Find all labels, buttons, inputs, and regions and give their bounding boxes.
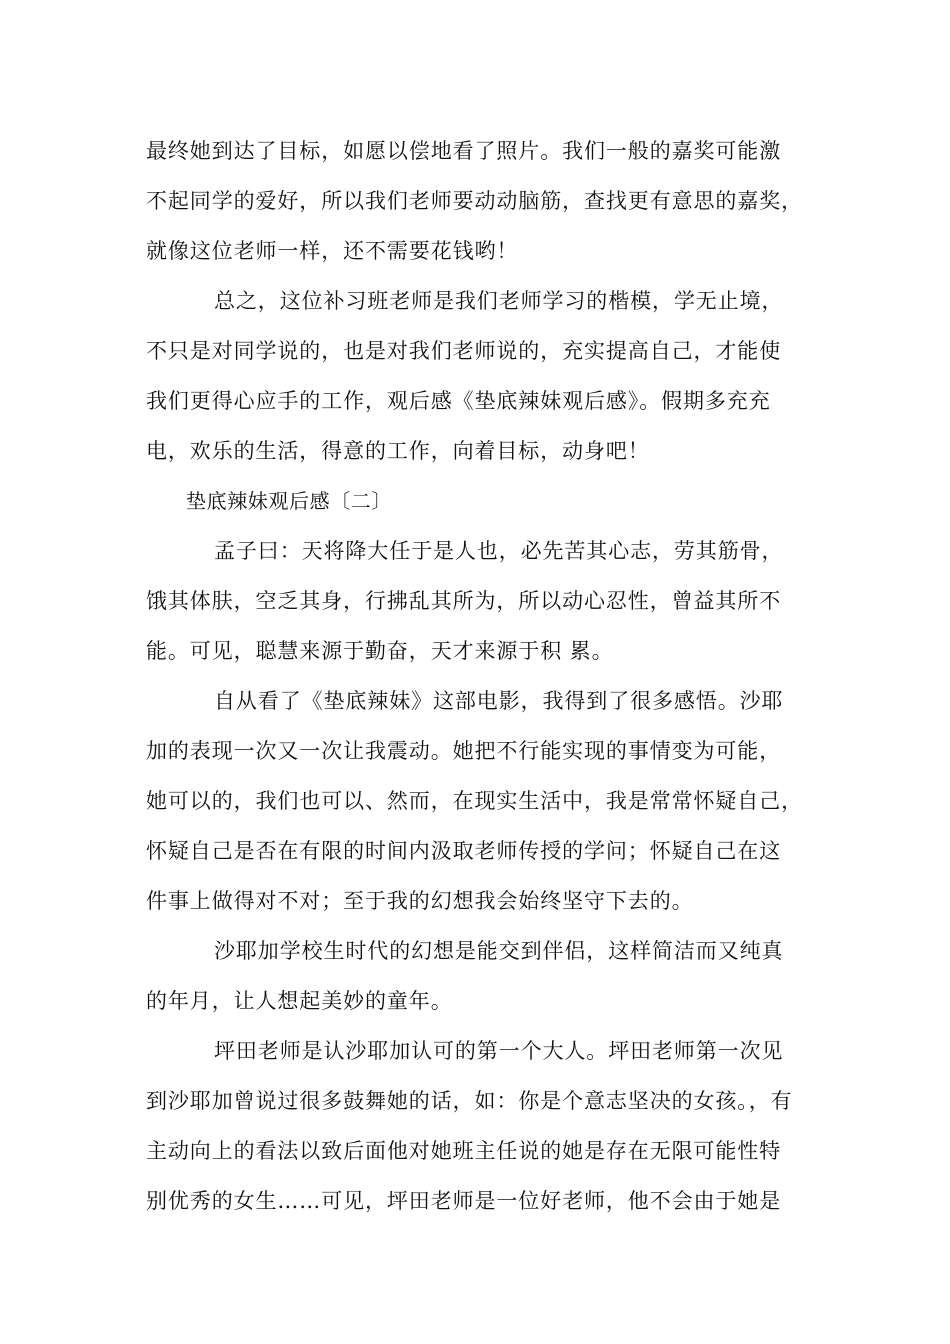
paragraph-2-line-3: 我们更得心应手的工作，观后感《垫底辣妹观后感》。假期多充充	[146, 389, 771, 413]
paragraph-4-line-2: 加的表现一次又一次让我震动。她把不行能实现的事情变为可能，	[146, 739, 782, 763]
section-heading: 垫底辣妹观后感〔二〕	[186, 489, 392, 513]
paragraph-4-line-1: 自从看了《垫底辣妹》这部电影，我得到了很多感悟。沙耶	[214, 689, 784, 713]
paragraph-1-line-1: 最终她到达了目标，如愿以偿地看了照片。我们一般的嘉奖可能激	[146, 139, 782, 163]
paragraph-4-line-5: 件事上做得对不对；至于我的幻想我会始终坚守下去的。	[146, 889, 694, 913]
paragraph-2-line-2: 不只是对同学说的，也是对我们老师说的，充实提高自己，才能使	[146, 339, 782, 363]
paragraph-6-line-2: 到沙耶加曾说过很多鼓舞她的话，如：你是个意志坚决的女孩。，有	[146, 1089, 793, 1113]
paragraph-3-line-2: 饿其体肤，空乏其身，行拂乱其所为，所以动心忍性，曾益其所不	[146, 589, 782, 613]
paragraph-2-line-4: 电，欢乐的生活，得意的工作，向着目标，动身吧！	[146, 439, 650, 463]
paragraph-5-line-1: 沙耶加学校生时代的幻想是能交到伴侣，这样简洁而又纯真	[214, 939, 784, 963]
paragraph-6-line-3: 主动向上的看法以致后面他对她班主任说的她是存在无限可能性特	[146, 1139, 782, 1163]
paragraph-2-line-1: 总之，这位补习班老师是我们老师学习的楷模，学无止境，	[214, 289, 784, 313]
paragraph-5-line-2: 的年月，让人想起美妙的童年。	[146, 989, 453, 1013]
paragraph-3-line-1: 孟子曰：天将降大任于是人也，必先苦其心志，劳其筋骨，	[214, 539, 784, 563]
paragraph-4-line-3: 她可以的，我们也可以、然而，在现实生活中，我是常常怀疑自己，	[146, 789, 803, 813]
paragraph-3-line-3: 能。可见，聪慧来源于勤奋，天才来源于积 累。	[146, 639, 614, 663]
paragraph-6-line-4: 别优秀的女生……可见，坪田老师是一位好老师，他不会由于她是	[146, 1189, 782, 1213]
paragraph-6-line-1: 坪田老师是认沙耶加认可的第一个大人。坪田老师第一次见	[214, 1039, 784, 1063]
paragraph-1-line-2: 不起同学的爱好，所以我们老师要动动脑筋，查找更有意思的嘉奖，	[146, 189, 803, 213]
paragraph-1-line-3: 就像这位老师一样，还不需要花钱哟！	[146, 239, 519, 263]
paragraph-4-line-4: 怀疑自己是否在有限的时间内汲取老师传授的学问；怀疑自己在这	[146, 839, 782, 863]
